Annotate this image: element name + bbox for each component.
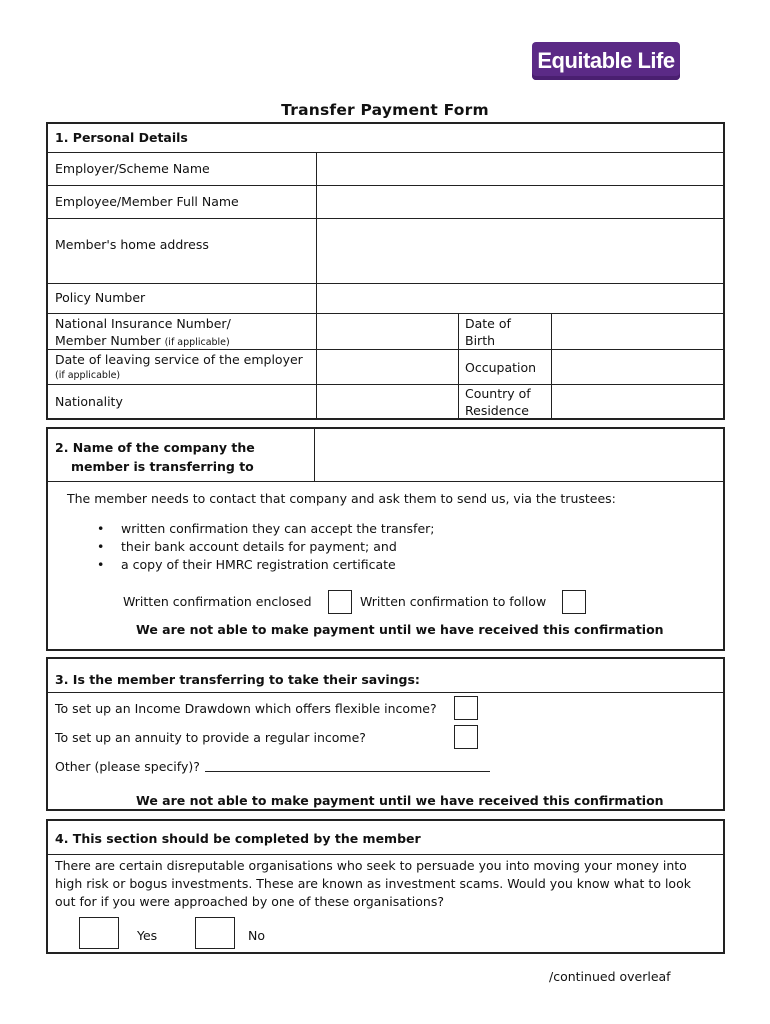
member-number-text: Member Number bbox=[55, 333, 161, 348]
annuity-label: To set up an annuity to provide a regular income? bbox=[55, 730, 366, 745]
bullet-item: a copy of their HMRC registration certificate bbox=[121, 557, 396, 572]
section4-heading: 4. This section should be completed by the member bbox=[55, 831, 421, 846]
employer-scheme-label: Employer/Scheme Name bbox=[55, 161, 210, 176]
occupation-label: Occupation bbox=[465, 360, 537, 375]
section-member-declaration bbox=[46, 819, 725, 954]
member-number-label bbox=[55, 333, 230, 348]
yes-label: Yes bbox=[137, 928, 158, 943]
home-address-field[interactable] bbox=[317, 219, 723, 283]
bullet-item: written confirmation they can accept the transfer; bbox=[121, 521, 435, 536]
no-checkbox[interactable] bbox=[195, 917, 235, 949]
employee-name-field[interactable] bbox=[317, 186, 723, 218]
residence-label-line2: Residence bbox=[465, 403, 529, 418]
member-number-note: (if applicable) bbox=[164, 337, 230, 348]
other-label: Other (please specify)? bbox=[55, 759, 200, 774]
section-personal-details bbox=[46, 122, 725, 420]
drawdown-checkbox[interactable] bbox=[454, 696, 478, 720]
leaving-service-label: Date of leaving service of the employer bbox=[55, 352, 303, 367]
section-savings-purpose bbox=[46, 657, 725, 811]
section2-heading-line2: member is transferring to bbox=[71, 459, 254, 474]
drawdown-label: To set up an Income Drawdown which offers flexible income? bbox=[55, 701, 437, 716]
dob-field[interactable] bbox=[552, 314, 723, 349]
employer-scheme-field[interactable] bbox=[317, 153, 723, 185]
employee-name-label: Employee/Member Full Name bbox=[55, 194, 239, 209]
annuity-checkbox[interactable] bbox=[454, 725, 478, 749]
confirmation-follow-label: Written confirmation to follow bbox=[360, 594, 547, 609]
residence-field[interactable] bbox=[552, 385, 723, 420]
section-transfer-company bbox=[46, 427, 725, 651]
bullet-dot: • bbox=[97, 539, 105, 554]
leaving-service-note: (if applicable) bbox=[55, 370, 121, 381]
other-specify-line[interactable] bbox=[205, 771, 490, 772]
section4-body-line3: out for if you were approached by one of these organisations? bbox=[55, 894, 445, 909]
bullet-item: their bank account details for payment; and bbox=[121, 539, 397, 554]
home-address-label: Member's home address bbox=[55, 237, 209, 252]
no-label: No bbox=[248, 928, 265, 943]
policy-number-label: Policy Number bbox=[55, 290, 146, 305]
bullet-dot: • bbox=[97, 521, 105, 536]
yes-checkbox[interactable] bbox=[79, 917, 119, 949]
dob-label-line1: Date of bbox=[465, 316, 511, 331]
dob-label-line2: Birth bbox=[465, 333, 496, 348]
section3-notice: We are not able to make payment until we have received this confirmation bbox=[136, 793, 664, 808]
residence-label-line1: Country of bbox=[465, 386, 531, 401]
section3-heading: 3. Is the member transferring to take their savings: bbox=[55, 672, 420, 687]
section4-body-line2: high risk or bogus investments. These are known as investment scams. Would you know what to look bbox=[55, 876, 691, 891]
section2-notice: We are not able to make payment until we have received this confirmation bbox=[136, 622, 664, 637]
continued-overleaf: /continued overleaf bbox=[549, 969, 671, 984]
ni-number-field[interactable] bbox=[317, 314, 458, 349]
leaving-service-field[interactable] bbox=[317, 350, 458, 384]
bullet-dot: • bbox=[97, 557, 105, 572]
equitable-life-logo: Equitable Life bbox=[532, 42, 680, 80]
confirmation-enclosed-checkbox[interactable] bbox=[328, 590, 352, 614]
transfer-company-field[interactable] bbox=[315, 429, 723, 481]
policy-number-field[interactable] bbox=[317, 284, 723, 313]
section2-intro: The member needs to contact that company and ask them to send us, via the trustees: bbox=[67, 491, 616, 506]
confirmation-follow-checkbox[interactable] bbox=[562, 590, 586, 614]
ni-number-label: National Insurance Number/ bbox=[55, 316, 231, 331]
occupation-field[interactable] bbox=[552, 350, 723, 384]
nationality-label: Nationality bbox=[55, 394, 123, 409]
section4-body-line1: There are certain disreputable organisations who seek to persuade you into moving your money into bbox=[55, 858, 687, 873]
confirmation-enclosed-label: Written confirmation enclosed bbox=[123, 594, 312, 609]
nationality-field[interactable] bbox=[317, 385, 458, 420]
section2-heading-line1: 2. Name of the company the bbox=[55, 440, 255, 455]
section1-heading: 1. Personal Details bbox=[55, 130, 188, 145]
page-title: Transfer Payment Form bbox=[281, 101, 489, 119]
